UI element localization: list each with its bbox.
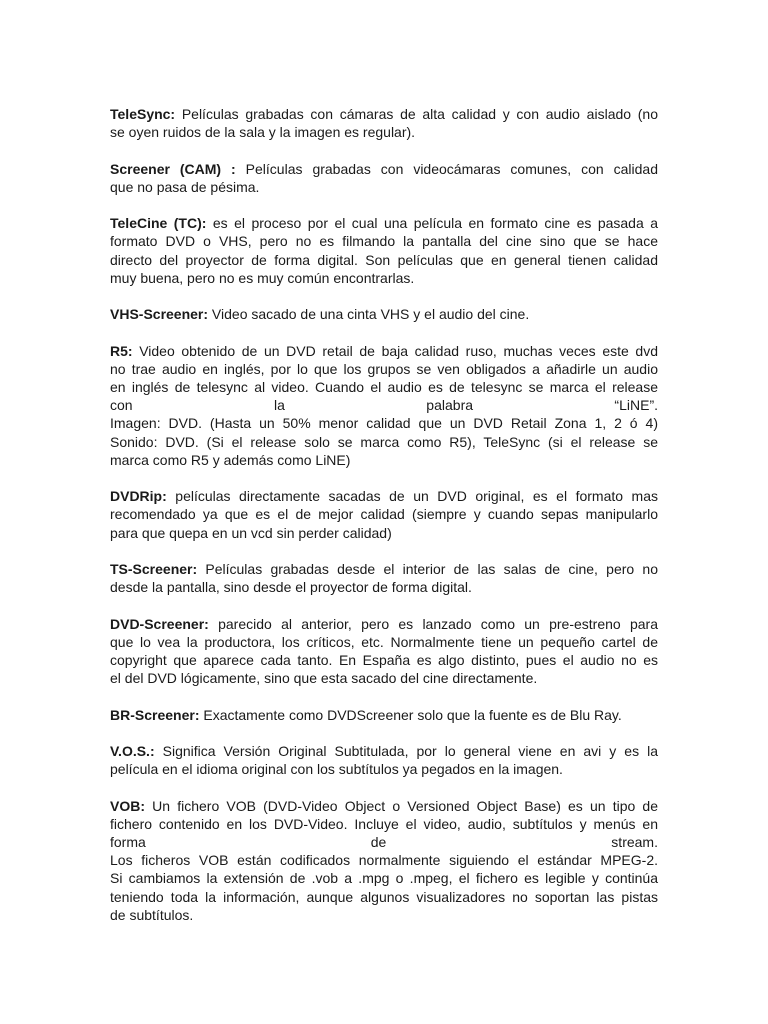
text-line: no trae audio en inglés, por lo que los grupos se ven obligados a añadirle un audio xyxy=(110,360,658,377)
text-line: que lo vea la productora, los críticos, etc. Normalmente tiene un pequeño cartel de xyxy=(110,633,658,650)
term-label: TeleSync: xyxy=(110,106,176,122)
text-line: R5: Video obtenido de un DVD retail de baja calidad ruso, muchas veces este dvd xyxy=(110,342,658,359)
text-line: muy buena, pero no es muy común encontrarlas. xyxy=(110,269,415,286)
entry-telesync xyxy=(110,105,658,141)
text-line: copyright que aparece cada tanto. En España es algo distinto, pues el audio no es xyxy=(110,651,658,668)
text-line: de subtítulos. xyxy=(110,906,194,923)
text-line: VHS-Screener: Video sacado de una cinta VHS y el audio del cine. xyxy=(110,306,530,323)
text-line: marca como R5 y además como LiNE) xyxy=(110,451,351,468)
text-line: en inglés de telesync al video. Cuando el audio es de telesync se marca el release xyxy=(110,378,658,395)
text-line: Los ficheros VOB están codificados normalmente siguiendo el estándar MPEG-2. xyxy=(110,852,658,869)
text-line: BR-Screener: Exactamente como DVDScreener solo que la fuente es de Blu Ray. xyxy=(110,706,622,723)
term-label: VHS-Screener: xyxy=(110,306,209,323)
term-label: Screener (CAM) : xyxy=(110,160,236,177)
term-label: DVD-Screener: xyxy=(110,615,209,632)
text-line: recomendado ya que es el de mejor calidad (siempre y cuando sepas manipularlo xyxy=(110,506,658,523)
document-page xyxy=(110,105,658,942)
text-line: DVDRip: películas directamente sacadas de un DVD original, es el formato mas xyxy=(110,488,658,505)
text-line: fichero contenido en los DVD-Video. Incluye el video, audio, subtítulos y menús en xyxy=(110,815,658,832)
text-line: película en el idioma original con los subtítulos ya pegados en la imagen. xyxy=(110,761,563,778)
term-label: TS-Screener: xyxy=(110,560,198,577)
entry-dvd-screener xyxy=(110,615,658,688)
entry-vos xyxy=(110,742,658,778)
term-label: TeleCine (TC): xyxy=(110,215,207,232)
text-line: Si cambiamos la extensión de .vob a .mpg o .mpeg, el fichero es legible y continúa xyxy=(110,870,658,887)
entry-telecine xyxy=(110,214,658,287)
text-line: el del DVD lógicamente, sino que esta sacado del cine directamente. xyxy=(110,670,538,687)
entry-vob xyxy=(110,797,658,924)
entry-br-screener xyxy=(110,706,658,724)
entry-ts-screener xyxy=(110,560,658,596)
text-line: VOB: Un fichero VOB (DVD-Video Object o Versioned Object Base) es un tipo de xyxy=(110,797,658,814)
text-line: DVD-Screener: parecido al anterior, pero es lanzado como un pre-estreno para xyxy=(110,615,658,632)
entry-dvdrip xyxy=(110,487,658,542)
text-line: TS-Screener: Películas grabadas desde el interior de las salas de cine, pero no xyxy=(110,560,658,577)
text-line: teniendo toda la información, aunque algunos visualizadores no soportan las pistas xyxy=(110,888,658,905)
entry-vhs-screener xyxy=(110,305,658,323)
term-label: R5: xyxy=(110,342,133,359)
text-line: se oyen ruidos de la sala y la imagen es regular). xyxy=(110,124,416,141)
text-line: para que quepa en un vcd sin perder calidad) xyxy=(110,524,392,541)
term-label: DVDRip: xyxy=(110,488,167,505)
term-label: V.O.S.: xyxy=(110,742,155,759)
text-line: TeleSync: Películas grabadas con cámaras de alta calidad y con audio aislado (no xyxy=(110,106,658,122)
entry-screener-cam xyxy=(110,160,658,196)
text-line: con la palabra “LiNE”. xyxy=(110,397,658,414)
text-line: directo del proyector de forma digital. Son películas que en general tienen calidad xyxy=(110,251,658,268)
text-line: forma de stream. xyxy=(110,833,658,850)
term-label: BR-Screener: xyxy=(110,706,200,723)
text-line: Sonido: DVD. (Si el release solo se marca como R5), TeleSync (si el release se xyxy=(110,433,658,450)
text-line: TeleCine (TC): es el proceso por el cual una película en formato cine es pasada a xyxy=(110,215,658,232)
term-label: VOB: xyxy=(110,797,145,814)
text-line: que no pasa de pésima. xyxy=(110,178,260,195)
text-line: Screener (CAM) : Películas grabadas con videocámaras comunes, con calidad xyxy=(110,160,658,177)
text-line: formato DVD o VHS, pero no es filmando la pantalla del cine sino que se hace xyxy=(110,233,658,250)
text-line: V.O.S.: Significa Versión Original Subtitulada, por lo general viene en avi y es la xyxy=(110,742,658,759)
entry-r5 xyxy=(110,342,658,469)
text-line: Imagen: DVD. (Hasta un 50% menor calidad que un DVD Retail Zona 1, 2 ó 4) xyxy=(110,415,658,432)
text-line: desde la pantalla, sino desde el proyector de forma digital. xyxy=(110,579,472,596)
